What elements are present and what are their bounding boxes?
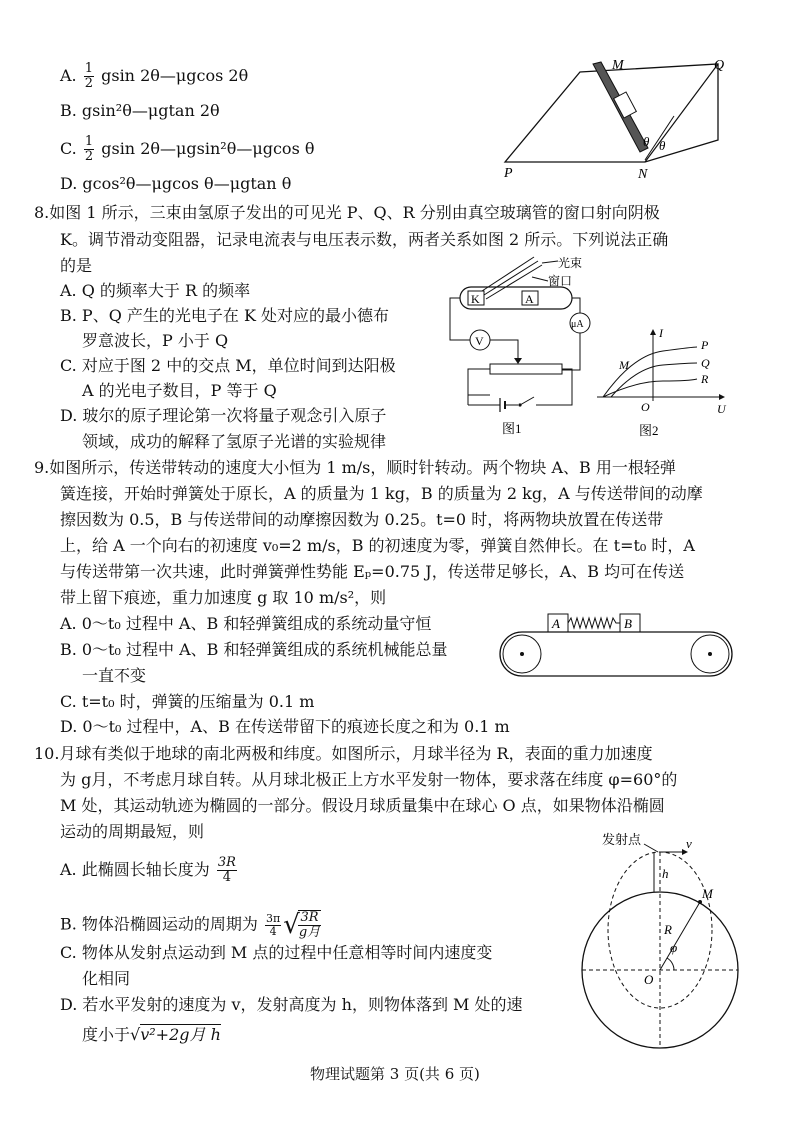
q8-figure-2: [593, 325, 728, 445]
q10-stem-line-1: 10.月球有类似于地球的南北两极和纬度。如图所示，月球半径为 R，表面的重力加速度: [34, 744, 653, 763]
q10-stem-line-2: 为 g月，不考虑月球自转。从月球北极正上方水平发射一物体，要求落在纬度 φ=60°的: [60, 770, 678, 789]
q7-option-c-fraction: $\frac{1}{2}$: [84, 134, 94, 164]
q9-label-a: A: [552, 616, 560, 631]
q8-wire-right: [572, 298, 580, 313]
q8-curve-r: [603, 379, 697, 397]
q7-option-c-label: C.: [60, 139, 77, 158]
q7-option-a: [60, 62, 248, 91]
q10-option-a: [60, 856, 239, 885]
q9-stem-line-6: 带上留下痕迹，重力加速度 g 取 10 m/s²，则: [60, 588, 387, 607]
q10-option-b-coefficient: $\frac{3\pi}{4}$: [266, 911, 281, 938]
page-footer: 物理试题第 3 页(共 6 页): [310, 1065, 480, 1083]
q10-label-h: h: [662, 866, 669, 881]
q8-option-b-line-1: B. P、Q 产生的光电子在 K 处对应的最小德布: [60, 306, 390, 325]
q7-label-n: N: [638, 167, 648, 182]
q10-option-b-radicand: $\frac{3R}{\text{g月}}$: [298, 910, 321, 940]
q7-option-a-label: A.: [60, 66, 77, 85]
q8-option-a: A. Q 的频率大于 R 的频率: [60, 281, 251, 300]
q10-option-d-line-2: [82, 1024, 221, 1046]
q10-label-m: M: [702, 886, 713, 901]
q7-option-c: [60, 135, 315, 164]
q8-wire-left: [450, 298, 470, 340]
q8-window-leader: [532, 277, 548, 281]
q8-label-v: V: [475, 334, 484, 348]
q10-option-b-radical: √ $\frac{3R}{\text{g月}}$: [283, 910, 321, 940]
q8-option-c-line-2: A 的光电子数目，P 等于 Q: [82, 381, 277, 400]
q9-pulley-right-axle: [708, 652, 712, 656]
q10-figure: [578, 830, 758, 1050]
q7-label-theta-1: θ: [643, 134, 650, 149]
q8-wire-voltmeter: [490, 340, 518, 358]
q8-label-o: O: [641, 400, 650, 414]
q9-belt: [500, 632, 732, 676]
q7-option-b: B. gsin²θ—μgtan 2θ: [60, 101, 220, 120]
q7-edge-n-q: [645, 64, 718, 162]
q8-slider-arrow: [514, 358, 522, 364]
q8-rheostat: [490, 364, 562, 374]
q8-wire-rheostat-left: [468, 369, 490, 395]
q8-stem-line-2: K。调节滑动变阻器，记录电流表与电压表示数，两者关系如图 2 所示。下列说法正确: [60, 230, 669, 249]
q9-stem-line-4: 上，给 A 一个向右的初速度 v₀=2 m/s，B 的初速度为零，弹簧自然伸长。在 t=t₀ 时，A: [60, 536, 695, 555]
q8-label-m: M: [619, 358, 629, 372]
q9-stem-line-5: 与传送带第一次共速，此时弹簧弹性势能 Eₚ=0.75 J，传送带足够长，A、B 均可在传送: [60, 562, 685, 581]
q10-option-c-line-1: C. 物体从发射点运动到 M 点的过程中任意相等时间内速度变: [60, 943, 493, 962]
q8-label-ua: μA: [571, 319, 584, 330]
q9-figure: [498, 610, 748, 685]
q9-spring: [568, 618, 620, 628]
q10-option-c-line-2: 化相同: [82, 969, 131, 988]
q8-light-beam-1: [484, 261, 538, 295]
q10-option-d-radicand: v²+2g月 h: [140, 1025, 221, 1044]
q8-axis-i-arrow: [650, 329, 656, 335]
q10-option-d-line-1: D. 若水平发射的速度为 v，发射高度为 h，则物体落到 M 处的速: [60, 995, 523, 1014]
q10-option-d-text: 度小于: [82, 1025, 131, 1044]
q8-option-c-line-1: C. 对应于图 2 中的交点 M，单位时间到达阳极: [60, 356, 396, 375]
q9-stem-line-1: 9.如图所示，传送带转动的速度大小恒为 1 m/s，顺时针转动。两个物块 A、B 用一根轻弹: [34, 458, 676, 477]
q10-stem-line-4: 运动的周期最短，则: [60, 822, 205, 841]
q7-label-p: P: [504, 166, 513, 181]
q9-option-a: A. 0～t₀ 过程中 A、B 和轻弹簧组成的系统动量守恒: [60, 614, 432, 633]
q8-label-u: U: [717, 402, 726, 416]
q10-stem-line-3: M 处，其运动轨迹为椭圆的一部分。假设月球质量集中在球心 O 点，如果物体沿椭圆: [60, 796, 665, 815]
q7-label-theta-2: θ: [659, 138, 666, 153]
q9-option-d: D. 0～t₀ 过程中，A、B 在传送带留下的痕迹长度之和为 0.1 m: [60, 717, 510, 736]
q8-stem-line-1: 8.如图 1 所示，三束由氢原子发出的可见光 P、Q、R 分别由真空玻璃管的窗口射向阴极: [34, 203, 660, 222]
q10-label-o: O: [644, 972, 654, 987]
q10-option-b-text: B. 物体沿椭圆运动的周期为: [60, 914, 258, 934]
q8-beam-leader: [542, 261, 558, 263]
q9-stem-line-2: 簧连接，开始时弹簧处于原长，A 的质量为 1 kg，B 的质量为 2 kg，A 与传送带间的动摩: [60, 484, 703, 503]
q7-ground-plane: [505, 64, 718, 162]
q8-fig1-caption: 图1: [502, 421, 522, 436]
q8-label-r: R: [701, 372, 709, 386]
q10-option-a-fraction: $\frac{3R}{4}$: [217, 855, 236, 885]
q9-pulley-left-axle: [520, 652, 524, 656]
q8-fig2-caption: 图2: [639, 423, 659, 438]
q10-option-a-text: A. 此椭圆长轴长度为: [60, 860, 210, 879]
q10-option-d-radical: √v²+2g月 h: [130, 1025, 221, 1044]
q7-label-m: M: [612, 58, 624, 73]
q7-label-q: Q: [714, 58, 725, 73]
q7-option-c-text: gsin 2θ—μgsin²θ—μgcos θ: [101, 139, 315, 158]
q8-label-beam: 光束: [558, 256, 583, 270]
q10-angle-arc: [667, 958, 674, 970]
q8-curve-p: [603, 347, 697, 397]
q9-option-b-line-2: 一直不变: [82, 666, 147, 685]
q8-label-q: Q: [701, 356, 710, 370]
q8-option-d-line-1: D. 玻尔的原子理论第一次将量子观念引入原子: [60, 406, 387, 425]
q8-figure-1: [440, 255, 600, 445]
q8-switch-node: [518, 403, 521, 406]
q10-label-r: R: [664, 922, 672, 937]
q8-label-i: I: [659, 326, 663, 340]
q8-label-p: P: [701, 338, 709, 352]
q8-switch: [520, 397, 534, 405]
q10-label-launch: 发射点: [602, 832, 642, 847]
q9-label-b: B: [624, 616, 632, 631]
q10-label-phi: φ: [670, 940, 678, 955]
q8-option-b-line-2: 罗意波长，P 小于 Q: [82, 331, 229, 350]
q9-stem-line-3: 擦因数为 0.5，B 与传送带间的动摩擦因数为 0.25。t=0 时，将两物块放置在传送带: [60, 510, 664, 529]
q8-axis-u-arrow: [719, 394, 725, 400]
q8-wire-right-down: [562, 333, 580, 370]
q10-label-v: v: [686, 836, 692, 851]
q8-stem-line-3: 的是: [60, 256, 93, 275]
q7-option-a-text: gsin 2θ—μgcos 2θ: [101, 66, 249, 85]
q8-label-a: A: [525, 292, 534, 306]
q7-option-a-fraction: $\frac{1}{2}$: [84, 61, 94, 91]
q7-figure: [500, 52, 750, 182]
q8-option-d-line-2: 领域，成功的解释了氢原子光谱的实验规律: [82, 432, 387, 451]
q10-option-b: [60, 910, 323, 940]
q7-option-d: D. gcos²θ—μgcos θ—μgtan θ: [60, 174, 292, 193]
q8-label-window: 窗口: [548, 274, 573, 288]
q9-option-b-line-1: B. 0～t₀ 过程中 A、B 和轻弹簧组成的系统机械能总量: [60, 640, 448, 659]
q10-launch-leader: [644, 844, 658, 852]
q8-label-k: K: [471, 292, 480, 306]
q9-option-c: C. t=t₀ 时，弹簧的压缩量为 0.1 m: [60, 692, 315, 711]
